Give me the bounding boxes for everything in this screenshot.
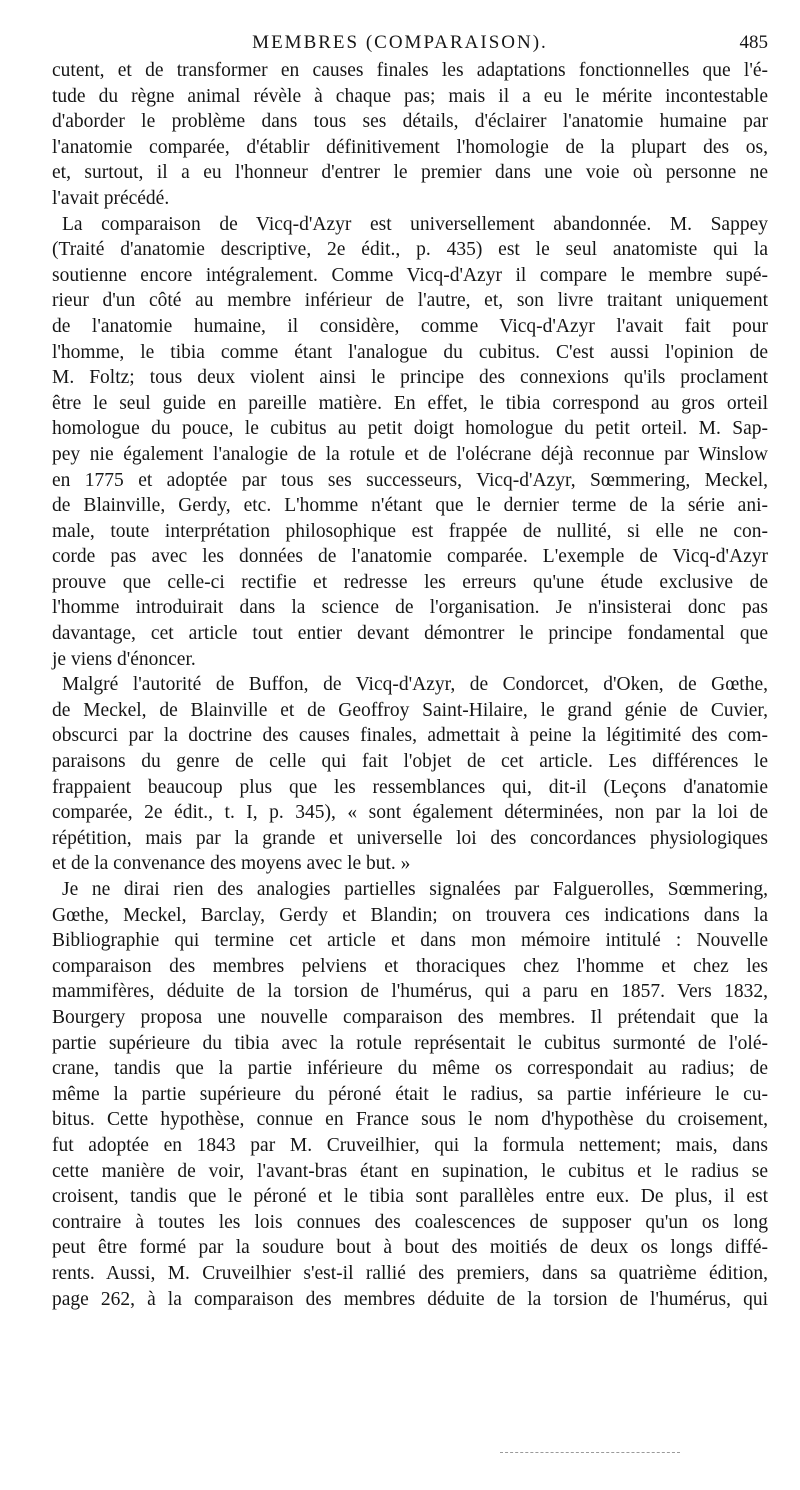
text-line: La comparaison de Vicq-d'Azyr est universellement abandonnée. M. Sappey (62, 213, 768, 235)
text-line: fut adoptée en 1843 par M. Cruveilhier, qui la formula nettement; mais, dans (52, 1134, 768, 1156)
text-line: partie supérieure du tibia avec la rotule représentait le cubitus surmonté de l'olé- (52, 1032, 768, 1054)
text-line: l'avait précédé. (52, 187, 170, 209)
text-line: soutienne encore intégralement. Comme Vicq-d'Azyr il compare le membre supé- (52, 264, 768, 286)
text-line: je viens d'énoncer. (52, 648, 196, 670)
text-line: Gœthe, Meckel, Barclay, Gerdy et Blandin; on trouvera ces indications dans la (52, 904, 768, 926)
text-line: page 262, à la comparaison des membres déduite de la torsion de l'humérus, qui (52, 1288, 768, 1310)
text-line: et de la convenance des moyens avec le but. » (52, 853, 411, 875)
text-line: de l'anatomie humaine, il considère, comme Vicq-d'Azyr l'avait fait pour (52, 315, 768, 337)
text-line: male, toute interprétation philosophique est frappée de nullité, si elle ne con- (52, 520, 768, 542)
text-line: comparaison des membres pelviens et thoraciques chez l'homme et chez les (52, 955, 768, 977)
text-line: peut être formé par la soudure bout à bout des moitiés de deux os longs diffé- (52, 1237, 768, 1259)
text-line: de Meckel, de Blainville et de Geoffroy Saint-Hilaire, le grand génie de Cuvier, (52, 699, 768, 721)
text-line: l'homme, le tibia comme étant l'analogue du cubitus. C'est aussi l'opinion de (52, 341, 768, 363)
text-line: (Traité d'anatomie descriptive, 2e édit., p. 435) est le seul anatomiste qui la (52, 239, 768, 261)
text-line: même la partie supérieure du péroné était le radius, sa partie inférieure le cu- (52, 1083, 768, 1105)
text-line: M. Foltz; tous deux violent ainsi le principe des connexions qu'ils proclament (52, 367, 768, 389)
text-line: tude du règne animal révèle à chaque pas; mais il a eu le mérite incontestable (52, 85, 768, 107)
text-line: homologue du pouce, le cubitus au petit doigt homologue du petit orteil. M. Sap- (52, 418, 768, 440)
text-line: être le seul guide en pareille matière. En effet, le tibia correspond au gros orteil (52, 392, 768, 414)
text-line: en 1775 et adoptée par tous ses successeurs, Vicq-d'Azyr, Sœmmering, Meckel, (52, 469, 768, 491)
page-number: 485 (739, 32, 768, 53)
text-line: mammifères, déduite de la torsion de l'humérus, qui a paru en 1857. Vers 1832, (52, 981, 768, 1003)
text-line: et, surtout, il a eu l'honneur d'entrer le premier dans une voie où personne ne (52, 162, 768, 184)
text-line: Malgré l'autorité de Buffon, de Vicq-d'Azyr, de Condorcet, d'Oken, de Gœthe, (62, 674, 768, 696)
text-line: l'homme introduirait dans la science de l'organisation. Je n'insisterai donc pas (52, 597, 768, 619)
text-line: Je ne dirai rien des analogies partielles signalées par Falguerolles, Sœmmering, (62, 879, 768, 900)
text-line: Bibliographie qui termine cet article et dans mon mémoire intitulé : Nouvelle (52, 930, 768, 952)
text-line: de Blainville, Gerdy, etc. L'homme n'étant que le dernier terme de la série ani- (52, 495, 768, 517)
body-text (52, 58, 768, 1312)
text-line: répétition, mais par la grande et universelle loi des concordances physiologiques (52, 827, 768, 849)
text-line: crane, tandis que la partie inférieure du même os correspondait au radius; de (52, 1058, 768, 1080)
text-line: contraire à toutes les lois connues des coalescences de supposer qu'un os long (52, 1211, 768, 1233)
text-line: rieur d'un côté au membre inférieur de l'autre, et, son livre traitant uniquement (52, 290, 768, 312)
text-line: pey nie également l'analogie de la rotule et de l'olécrane déjà reconnue par Winslow (52, 443, 768, 465)
text-line: paraisons du genre de celle qui fait l'objet de cet article. Les différences le (52, 751, 768, 773)
text-line: comparée, 2e édit., t. I, p. 345), « sont également déterminées, non par la loi de (52, 802, 768, 824)
text-line: prouve que celle-ci rectifie et redresse les erreurs qu'une étude exclusive de (52, 571, 768, 593)
text-line: d'aborder le problème dans tous ses détails, d'éclairer l'anatomie humaine par (52, 111, 768, 133)
text-line: frappaient beaucoup plus que les ressemblances qui, dit-il (Leçons d'anatomie (52, 776, 768, 798)
text-line: l'anatomie comparée, d'établir définitivement l'homologie de la plupart des os, (52, 136, 768, 158)
text-line: corde pas avec les données de l'anatomie comparée. L'exemple de Vicq-d'Azyr (52, 546, 768, 568)
text-line: obscurci par la doctrine des causes finales, admettait à peine la légitimité des com- (52, 725, 768, 747)
text-line: davantage, cet article tout entier devant démontrer le principe fondamental que (52, 623, 768, 645)
text-line: Bourgery proposa une nouvelle comparaison des membres. Il prétendait que la (52, 1006, 768, 1028)
footer-rule (500, 1452, 680, 1453)
text-line: croisent, tandis que le péroné et le tibia sont parallèles entre eux. De plus, il est (52, 1186, 768, 1208)
header-title: MEMBRES (COMPARAISON). (252, 32, 548, 53)
text-line: rents. Aussi, M. Cruveilhier s'est-il rallié des premiers, dans sa quatrième édition, (52, 1262, 768, 1284)
text-line: cette manière de voir, l'avant-bras étant en supination, le cubitus et le radius se (52, 1160, 768, 1182)
text-line: cutent, et de transformer en causes finales les adaptations fonctionnelles que l'é- (52, 60, 768, 81)
text-line: bitus. Cette hypothèse, connue en France sous le nom d'hypothèse du croisement, (52, 1109, 768, 1131)
running-header (0, 30, 800, 58)
